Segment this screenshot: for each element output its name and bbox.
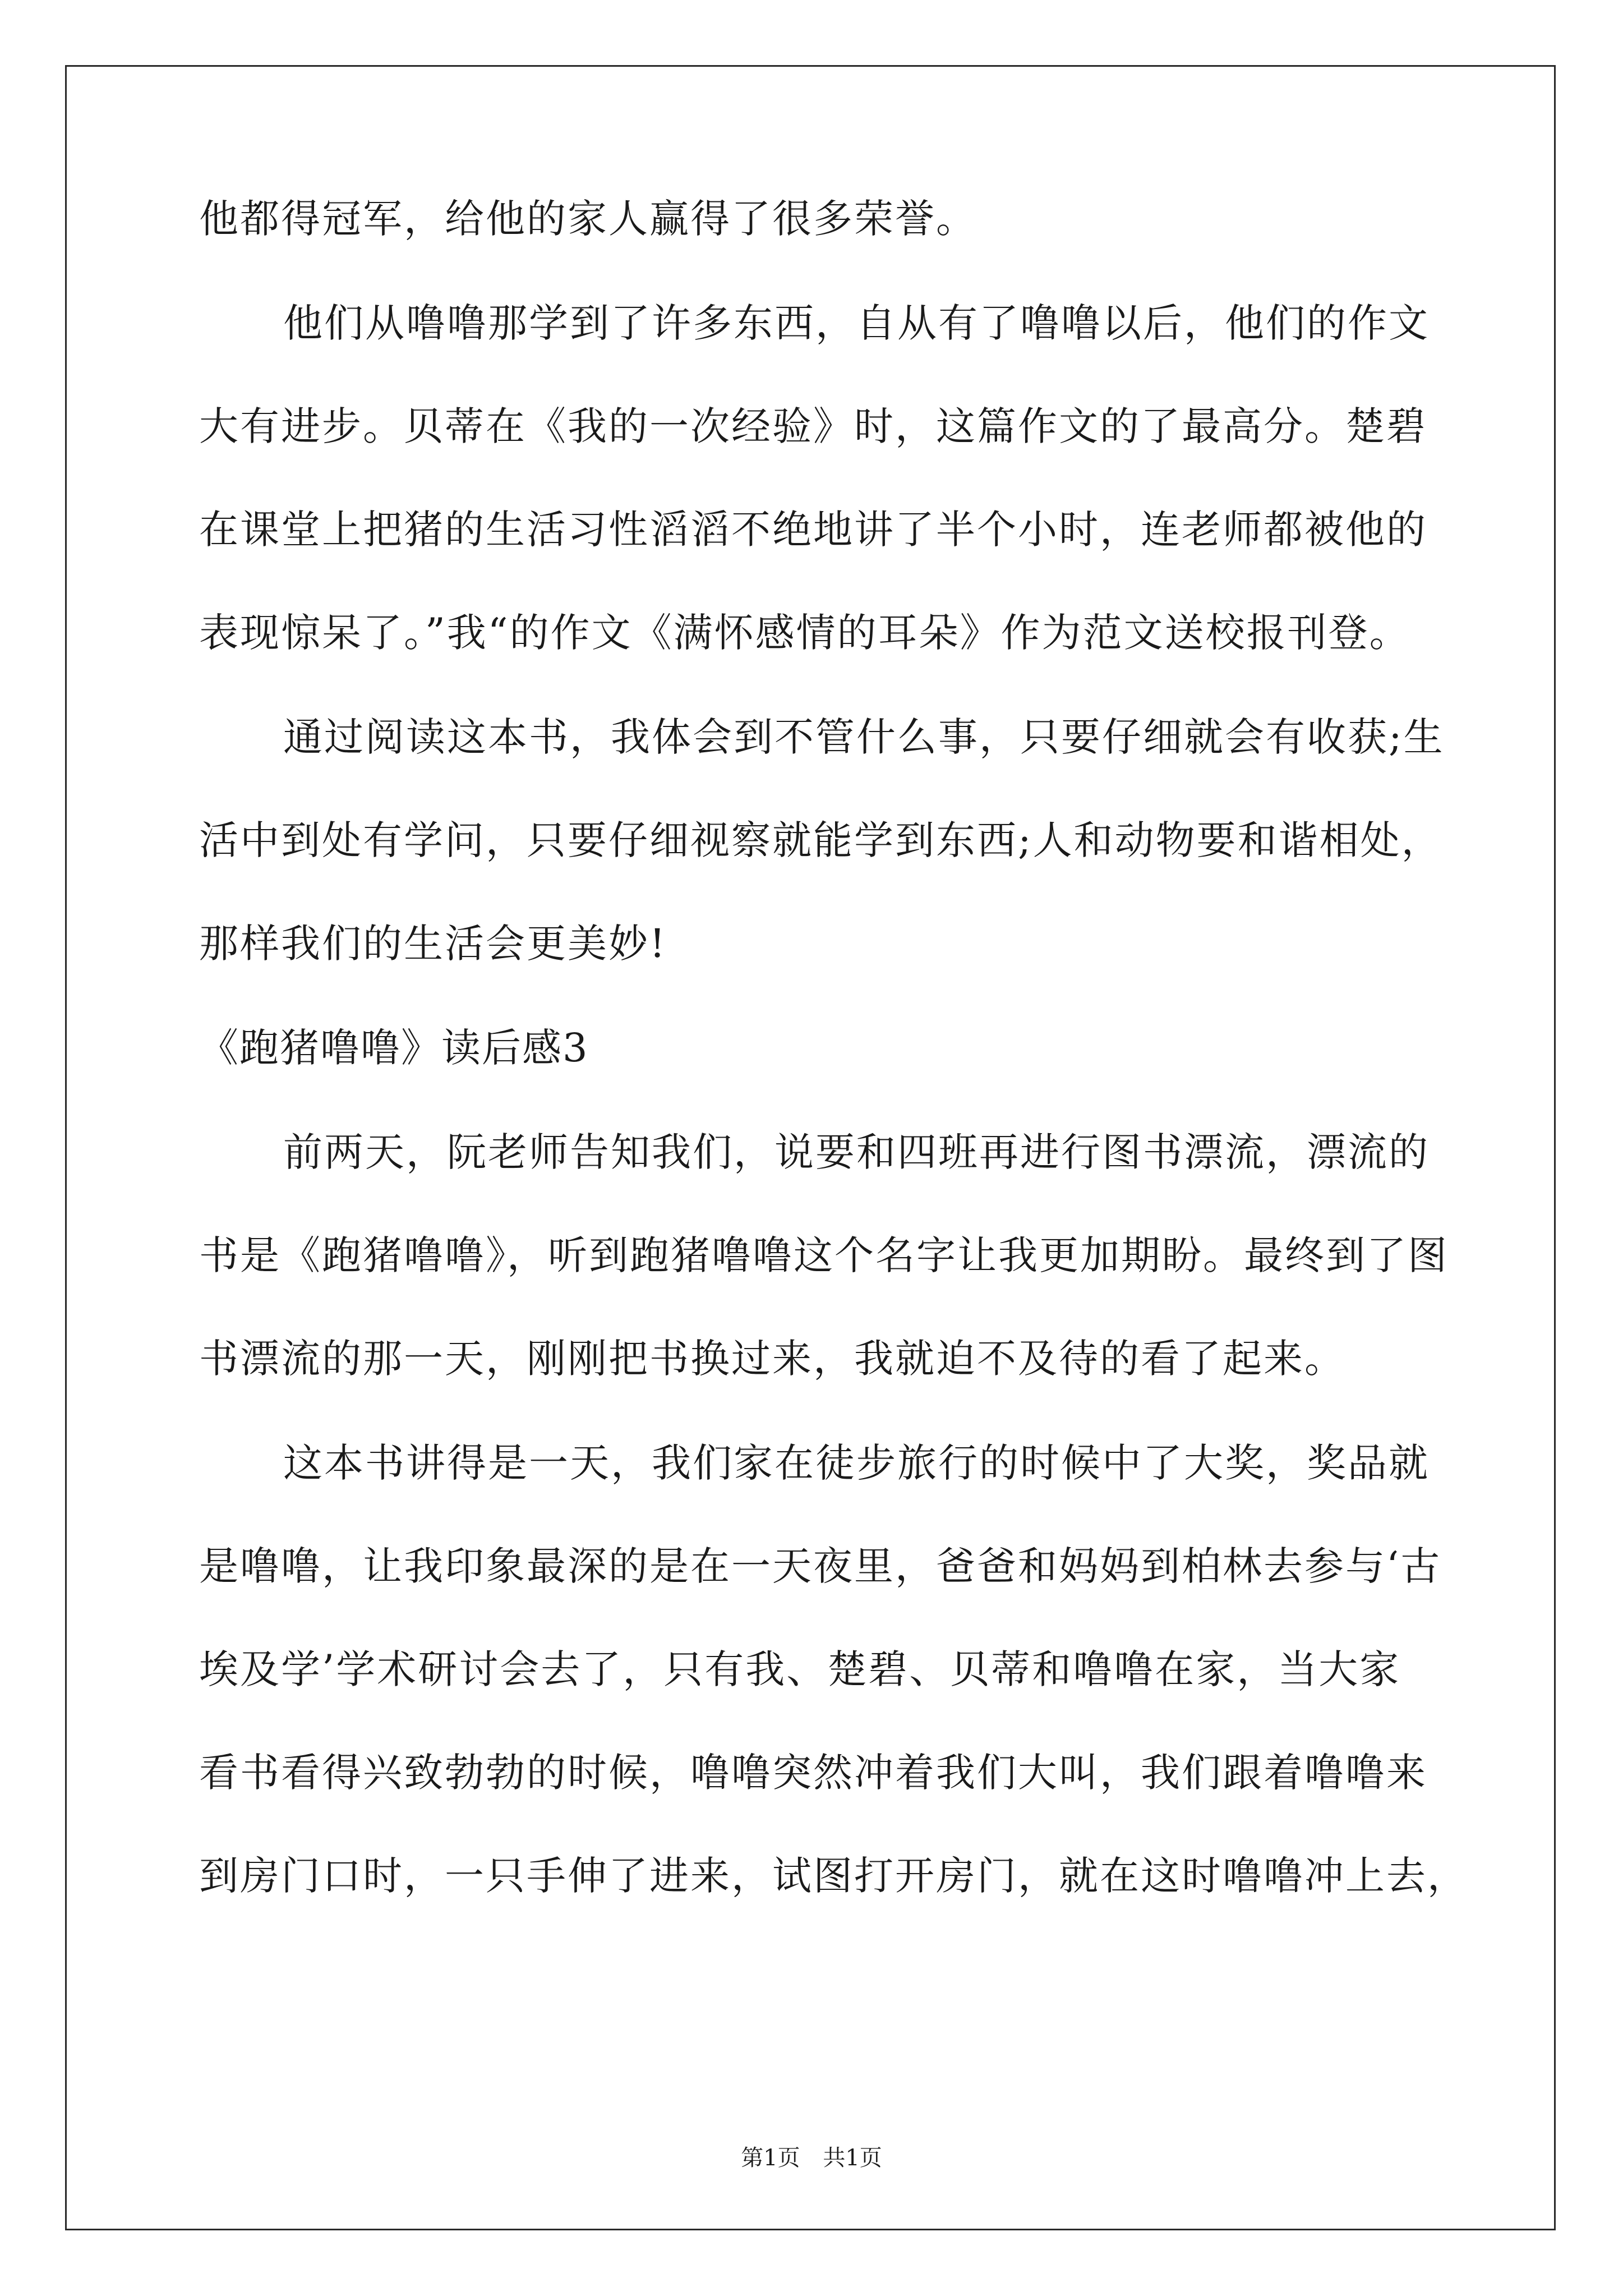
text-line: 前两天，阮老师告知我们，说要和四班再进行图书漂流，漂流的 (283, 1129, 1430, 1175)
text-line: 看书看得兴致勃勃的时候，噜噜突然冲着我们大叫，我们跟着噜噜来 (199, 1750, 1427, 1796)
text-line: 埃及学’学术研讨会去了，只有我、楚碧、贝蒂和噜噜在家，当大家 (199, 1646, 1401, 1692)
text-line: 书是《跑猪噜噜》，听到跑猪噜噜这个名字让我更加期盼。最终到了图 (199, 1232, 1449, 1278)
page-footer (0, 2146, 1623, 2170)
text-line: 他们从噜噜那学到了许多东西，自从有了噜噜以后，他们的作文 (283, 300, 1430, 346)
text-line: 表现惊呆了。”我“的作文《满怀感情的耳朵》作为范文送校报刊登。 (199, 610, 1410, 656)
text-line: 这本书讲得是一天，我们家在徒步旅行的时候中了大奖，奖品就 (283, 1440, 1430, 1486)
text-line: 那样我们的生活会更美妙! (199, 921, 667, 967)
text-line: 活中到处有学问，只要仔细视察就能学到东西;人和动物要和谐相处， (199, 817, 1442, 863)
document-body (199, 196, 1468, 1899)
page-number-total: 共1页 (823, 2145, 882, 2171)
text-line: 通过阅读这本书，我体会到不管什么事，只要仔细就会有收获;生 (283, 714, 1445, 760)
text-line: 到房门口时，一只手伸了进来，试图打开房门，就在这时噜噜冲上去， (199, 1853, 1468, 1899)
text-line: 在课堂上把猪的生活习性滔滔不绝地讲了半个小时，连老师都被他的 (199, 507, 1427, 553)
page-number-current: 第1页 (741, 2145, 800, 2171)
text-line: 书漂流的那一天，刚刚把书换过来，我就迫不及待的看了起来。 (199, 1336, 1345, 1382)
text-line: 他都得冠军，给他的家人赢得了很多荣誉。 (199, 196, 977, 242)
text-line: 大有进步。贝蒂在《我的一次经验》时，这篇作文的了最高分。楚碧 (199, 403, 1427, 449)
section-heading: 《跑猪噜噜》读后感3 (199, 1025, 589, 1071)
text-line: 是噜噜，让我印象最深的是在一天夜里，爸爸和妈妈到柏林去参与‘古 (199, 1543, 1442, 1589)
